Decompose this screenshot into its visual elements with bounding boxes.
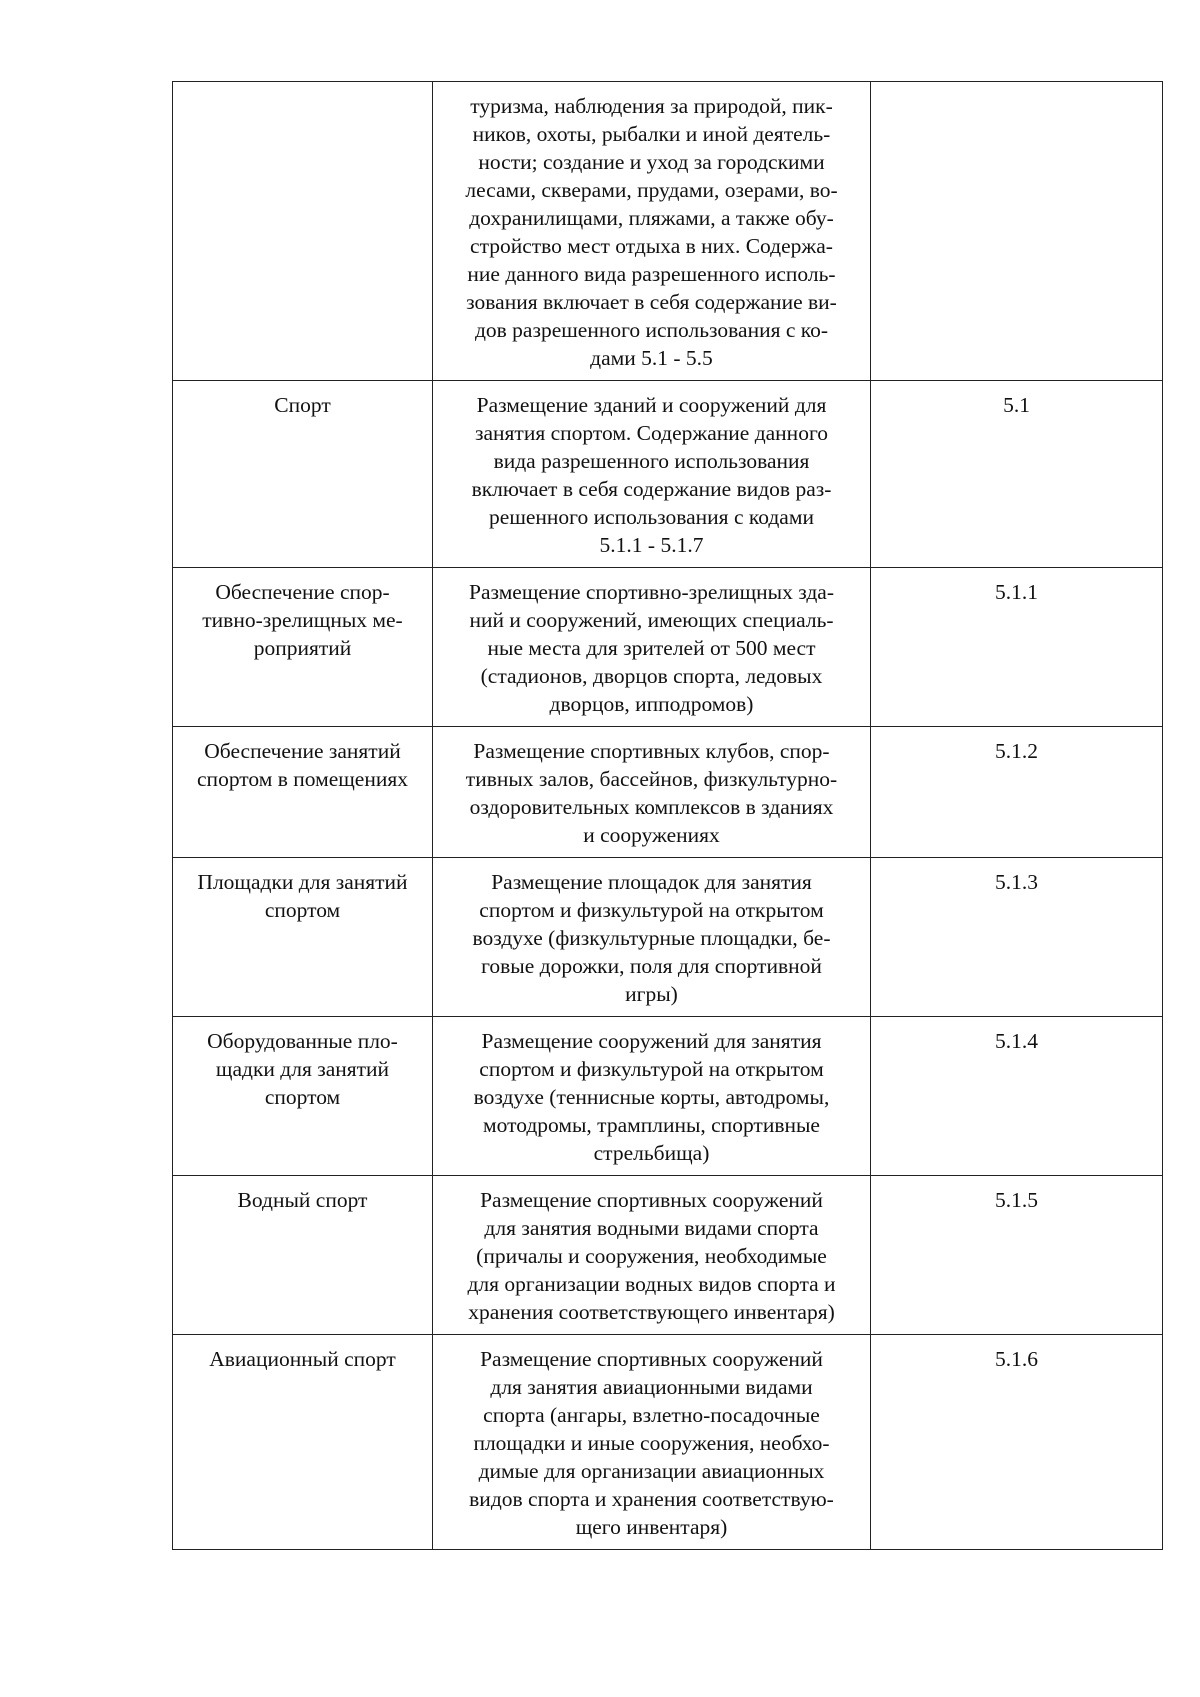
- use-type-code-cell: 5.1.1: [871, 568, 1163, 727]
- use-type-description-line: Размещение спортивно-зрелищных зда-: [469, 580, 834, 604]
- use-type-description-line: ности; создание и уход за городскими: [478, 150, 825, 174]
- use-type-description-line: ние данного вида разрешенного исполь-: [467, 262, 836, 286]
- table-row: [173, 568, 1163, 727]
- use-type-description-line: видов спорта и хранения соответствую-: [469, 1487, 834, 1511]
- use-type-description-line: лесами, скверами, прудами, озерами, во-: [465, 178, 838, 202]
- use-type-description-line: и сооружениях: [583, 823, 720, 847]
- use-type-description-line: туризма, наблюдения за природой, пик-: [470, 94, 833, 118]
- use-type-name-cell: [173, 568, 433, 727]
- use-type-code-cell: 5.1.2: [871, 727, 1163, 858]
- use-type-description-cell: [433, 858, 871, 1017]
- use-type-description-line: мотодромы, трамплины, спортивные: [483, 1113, 820, 1137]
- use-type-description-line: Размещение площадок для занятия: [491, 870, 812, 894]
- use-type-description-line: Размещение сооружений для занятия: [481, 1029, 822, 1053]
- use-type-name-line: Спорт: [274, 393, 331, 417]
- table-row: [173, 1017, 1163, 1176]
- use-type-description-line: Размещение спортивных клубов, спор-: [473, 739, 830, 763]
- use-type-description-line: стройство мест отдыха в них. Содержа-: [470, 234, 833, 258]
- use-type-description-line: 5.1.1 - 5.1.7: [599, 533, 704, 557]
- use-type-description-line: Размещение спортивных сооружений: [480, 1347, 823, 1371]
- table-row: [173, 1335, 1163, 1550]
- use-type-code-cell: 5.1.4: [871, 1017, 1163, 1176]
- table-row: [173, 727, 1163, 858]
- use-type-description-line: дов разрешенного использования с ко-: [474, 318, 829, 342]
- table-row: [173, 1176, 1163, 1335]
- use-type-description-line: воздухе (физкультурные площадки, бе-: [472, 926, 831, 950]
- use-type-description-line: дохранилищами, пляжами, а также обу-: [469, 206, 834, 230]
- use-type-code-cell: 5.1.6: [871, 1335, 1163, 1550]
- use-type-description-line: (причалы и сооружения, необходимые: [476, 1244, 827, 1268]
- use-type-name-line: спортом в помещениях: [197, 767, 408, 791]
- use-type-name-line: щадки для занятий: [215, 1057, 390, 1081]
- use-type-description-cell: [433, 82, 871, 381]
- use-type-name-cell: [173, 82, 433, 381]
- use-type-description-line: спортом и физкультурой на открытом: [479, 898, 824, 922]
- use-type-description-cell: [433, 1335, 871, 1550]
- use-type-description-line: для занятия водными видами спорта: [484, 1216, 819, 1240]
- use-type-description-cell: [433, 727, 871, 858]
- use-type-description-line: ников, охоты, рыбалки и иной деятель-: [472, 122, 831, 146]
- use-type-description-line: Размещение спортивных сооружений: [480, 1188, 823, 1212]
- use-type-description-line: ные места для зрителей от 500 мест: [487, 636, 816, 660]
- use-type-description-line: спортом и физкультурой на открытом: [479, 1057, 824, 1081]
- use-type-description-line: димые для организации авиационных: [478, 1459, 825, 1483]
- use-type-description-cell: [433, 1176, 871, 1335]
- land-use-table: [172, 81, 1163, 1550]
- use-type-description-line: игры): [625, 982, 678, 1006]
- use-type-name-cell: [173, 1335, 433, 1550]
- use-type-name-line: тивно-зрелищных ме-: [202, 608, 403, 632]
- use-type-name-line: роприятий: [253, 636, 352, 660]
- use-type-description-line: говые дорожки, поля для спортивной: [481, 954, 822, 978]
- use-type-description-line: Размещение зданий и сооружений для: [476, 393, 827, 417]
- use-type-code-cell: 5.1.3: [871, 858, 1163, 1017]
- use-type-name-line: спортом: [264, 898, 341, 922]
- use-type-code-cell: 5.1.5: [871, 1176, 1163, 1335]
- use-type-name-line: спортом: [264, 1085, 341, 1109]
- use-type-description-line: воздухе (теннисные корты, автодромы,: [473, 1085, 830, 1109]
- use-type-name-cell: [173, 381, 433, 568]
- use-type-description-line: для занятия авиационными видами: [490, 1375, 813, 1399]
- table-body: [173, 82, 1163, 1550]
- use-type-description-line: для организации водных видов спорта и: [467, 1272, 836, 1296]
- use-type-description-line: дворцов, ипподромов): [549, 692, 754, 716]
- use-type-name-line: Водный спорт: [237, 1188, 368, 1212]
- use-type-description-line: щего инвентаря): [575, 1515, 728, 1539]
- use-type-description-cell: [433, 568, 871, 727]
- use-type-name-cell: [173, 1176, 433, 1335]
- use-type-description-line: ний и сооружений, имеющих специаль-: [469, 608, 834, 632]
- use-type-name-cell: [173, 1017, 433, 1176]
- table-row: [173, 82, 1163, 381]
- use-type-description-cell: [433, 381, 871, 568]
- use-type-description-line: (стадионов, дворцов спорта, ледовых: [480, 664, 823, 688]
- use-type-description-line: хранения соответствующего инвентаря): [468, 1300, 835, 1324]
- use-type-description-line: занятия спортом. Содержание данного: [475, 421, 828, 445]
- table-row: [173, 858, 1163, 1017]
- use-type-description-line: включает в себя содержание видов раз-: [471, 477, 832, 501]
- use-type-description-line: площадки и иные сооружения, необхо-: [473, 1431, 830, 1455]
- use-type-name-cell: [173, 727, 433, 858]
- use-type-description-line: стрельбища): [593, 1141, 710, 1165]
- use-type-name-line: Авиационный спорт: [209, 1347, 396, 1371]
- use-type-description-line: спорта (ангары, взлетно-посадочные: [483, 1403, 820, 1427]
- use-type-description-cell: [433, 1017, 871, 1176]
- use-type-description-line: тивных залов, бассейнов, физкультурно-: [465, 767, 838, 791]
- use-type-name-cell: [173, 858, 433, 1017]
- table-row: [173, 381, 1163, 568]
- use-type-description-line: зования включает в себя содержание ви-: [466, 290, 837, 314]
- use-type-name-line: Оборудованные пло-: [207, 1029, 398, 1053]
- use-type-code-cell: [871, 82, 1163, 381]
- use-type-name-line: Обеспечение спор-: [215, 580, 390, 604]
- use-type-description-line: вида разрешенного использования: [493, 449, 810, 473]
- use-type-description-line: решенного использования с кодами: [489, 505, 814, 529]
- use-type-description-line: оздоровительных комплексов в зданиях: [469, 795, 834, 819]
- use-type-description-line: дами 5.1 - 5.5: [590, 346, 713, 370]
- use-type-name-line: Площадки для занятий: [197, 870, 408, 894]
- use-type-code-cell: 5.1: [871, 381, 1163, 568]
- use-type-name-line: Обеспечение занятий: [204, 739, 401, 763]
